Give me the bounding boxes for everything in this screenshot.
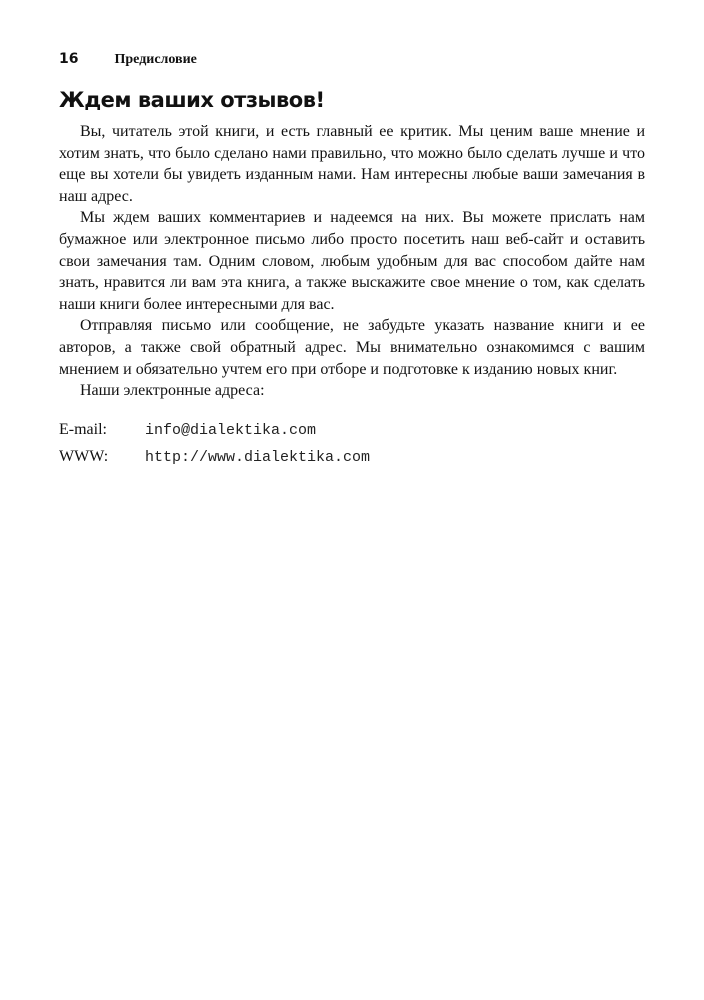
paragraph: Вы, читатель этой книги, и есть главный ее критик. Мы ценим ваше мнение и хотим знать, что было сделано нами правильно, что можно было сделать лучше и что еще вы хотели бы увидеть изданным нами. Нам интересны любые ваши замечания в наш адрес. [59, 123, 645, 205]
contact-list [59, 421, 370, 475]
body-text [59, 121, 645, 402]
website-url: http://www.dialektika.com [145, 449, 371, 466]
contact-label: WWW: [59, 448, 109, 465]
contact-row-email [59, 421, 370, 448]
contact-label: E-mail: [59, 421, 107, 438]
paragraph: Отправляя письмо или сообщение, не забудьте указать название книги и ее авторов, а также свой обратный адрес. Мы внимательно ознакомимся с вашим мнением и обязательно учтем его при отборе и подготовке к изданию новых книг. [59, 317, 645, 378]
section-heading: Ждем ваших отзывов! [59, 88, 325, 112]
email-address: info@dialektika.com [145, 422, 317, 439]
page-number: 16 [59, 51, 79, 67]
running-head-section: Предисловие [114, 52, 197, 67]
paragraph: Мы ждем ваших комментариев и надеемся на них. Вы можете прислать нам бумажное или электронное письмо либо просто посетить наш веб-сайт и оставить свои замечания там. Одним словом, любым удобным для вас способом дайте нам знать, нравится ли вам эта книга, а также выскажите свое мнение о том, как сделать наши книги более интересными для вас. [59, 209, 645, 313]
running-head [59, 51, 197, 69]
contact-row-website [59, 448, 370, 475]
paragraph: Наши электронные адреса: [80, 382, 265, 400]
